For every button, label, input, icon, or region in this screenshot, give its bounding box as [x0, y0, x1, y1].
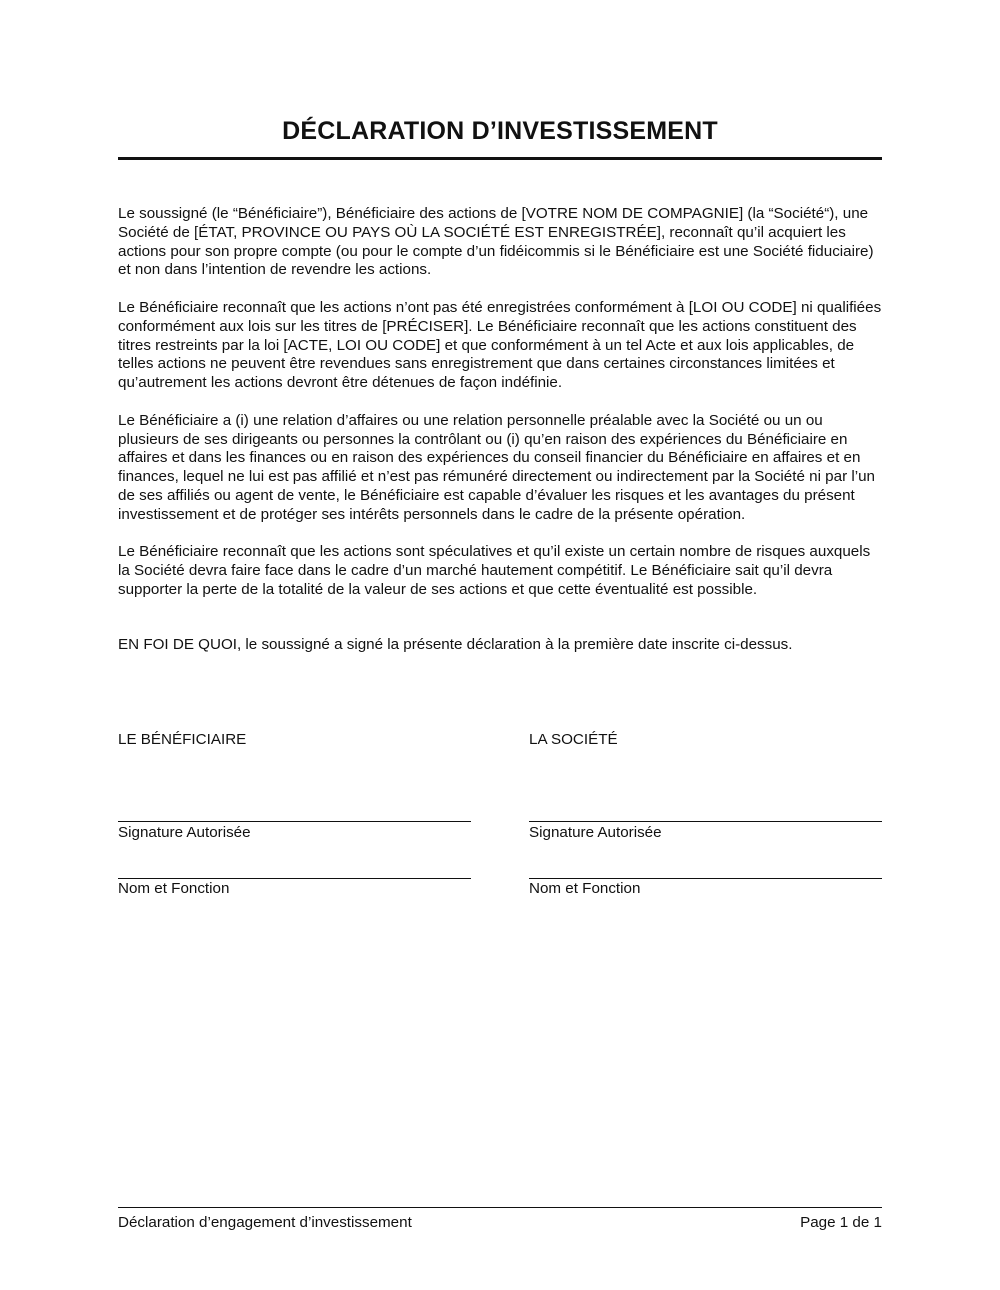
footer-divider: [118, 1207, 882, 1208]
paragraph-beneficiary-acknowledgement: Le soussigné (le “Bénéficiaire”), Bénéficiaire des actions de [VOTRE NOM DE COMPAGNIE] (la “Société“), une Société de [ÉTAT, PROVINCE OU PAYS OÙ LA SOCIÉTÉ EST ENREGISTRÉE], reconnaît qu’il acquiert les actions pour son propre compte (ou pour le compte d’un fidéicommis si le Bénéficiaire est une Société fiduciaire) et non dans l’intention de revendre les actions.: [118, 205, 874, 279]
company-signature-line: [529, 821, 882, 822]
title-divider: [118, 157, 882, 160]
document-body: [118, 205, 882, 673]
company-name-line: [529, 878, 882, 879]
beneficiary-name-caption: Nom et Fonction: [118, 880, 230, 897]
beneficiary-signature-line: [118, 821, 471, 822]
beneficiary-name-line: [118, 878, 471, 879]
company-name-caption: Nom et Fonction: [529, 880, 641, 897]
footer-page-number: Page 1 de 1: [800, 1214, 882, 1231]
company-signature-caption: Signature Autorisée: [529, 824, 662, 841]
paragraph-restricted-securities: Le Bénéficiaire reconnaît que les actions n’ont pas été enregistrées conformément à [LOI OU CODE] ni qualifiées conformément aux lois sur les titres de [PRÉCISER]. Le Bénéficiaire reconnaît que les actions constituent des titres restreints par la loi [ACTE, LOI OU CODE] et que conformément à un tel Acte et aux lois applicables, de telles actions ne peuvent être revendues sans enregistrement que dans certaines circonstances limitées et qu’autrement les actions devront être détenues de façon indéfinie.: [118, 298, 882, 392]
paragraph-business-relationship: Le Bénéficiaire a (i) une relation d’affaires ou une relation personnelle préalable avec la Société ou un ou plusieurs de ses dirigeants ou personnes la contrôlant ou (i) qu’en raison des expériences du Bénéficiaire en affaires et dans les finances ou en raison des expériences du conseil financier du Bénéficiaire en affaires et en finances, lequel ne lui est pas affilié et n’est pas rémunéré directement ou indirectement par la Société ni par l’un de ses affiliés ou agent de vente, le Bénéficiaire est capable d’évaluer les risques et les avantages du présent investissement et de protéger ses intérêts personnels dans le cadre de la présente opération.: [118, 411, 875, 523]
footer-document-name: Déclaration d’engagement d’investissement: [118, 1214, 412, 1231]
beneficiary-heading: LE BÉNÉFICIAIRE: [118, 731, 247, 748]
closing-statement: EN FOI DE QUOI, le soussigné a signé la présente déclaration à la première date inscrite ci-dessus.: [118, 635, 793, 653]
beneficiary-signature-caption: Signature Autorisée: [118, 824, 251, 841]
document-title: DÉCLARATION D’INVESTISSEMENT: [282, 117, 718, 145]
paragraph-speculative-risk: Le Bénéficiaire reconnaît que les actions sont spéculatives et qu’il existe un certain nombre de risques auxquels la Société devra faire face dans le cadre d’un marché hautement compétitif. Le Bénéficiaire sait qu’il devra supporter la perte de la totalité de la valeur de ses actions et que cette éventualité est possible.: [118, 543, 871, 598]
company-heading: LA SOCIÉTÉ: [529, 731, 618, 748]
